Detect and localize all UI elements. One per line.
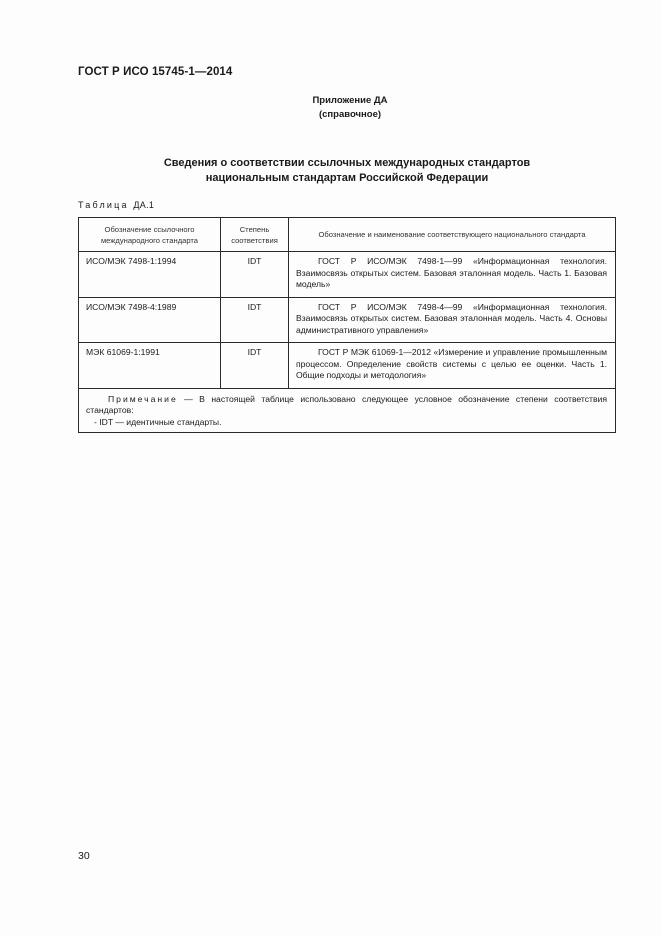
note-list-item: - IDT — идентичные стандарты. [94,416,222,427]
section-title-line-1: Сведения о соответствии ссылочных международных стандартов [163,157,531,169]
table-note-row [79,388,616,433]
section-title-line-2: национальным стандартам Российской Федерации [205,172,489,184]
table-row [79,343,616,389]
appendix-subtitle: (справочное) [318,109,382,120]
note-text [86,394,607,417]
header-reference-standard: Обозначение ссылочного международного стандарта [79,218,221,252]
table-caption-word: Таблица [78,200,129,210]
cell-national: ГОСТ Р ИСО/МЭК 7498-4—99 «Информационная технология. Взаимосвязь открытых систем. Базовая эталонная модель. Часть 4. Основы административного управления» [289,297,616,343]
table-header-row [79,218,616,252]
header-national-standard: Обозначение и наименование соответствующего национального стандарта [289,218,616,252]
cell-national: ГОСТ Р МЭК 61069-1—2012 «Измерение и управление промышленным процессом. Определение свойств системы с целью ее оценки. Часть 1. Общие подходы и методология» [289,343,616,389]
appendix-title: Приложение ДА [312,95,388,106]
table-row [79,252,616,298]
document-code: ГОСТ Р ИСО 15745-1—2014 [78,66,233,78]
cell-degree: IDT [221,297,289,343]
table-caption [78,200,154,210]
page-number: 30 [78,850,90,862]
note-body: — В настоящей таблице использовано следующее условное обозначение степени соответствия стандартов: [86,393,607,415]
cell-national: ГОСТ Р ИСО/МЭК 7498-1—99 «Информационная технология. Взаимосвязь открытых систем. Базовая эталонная модель. Часть 1. Базовая модель» [289,252,616,298]
table-caption-number: ДА.1 [133,200,155,210]
cell-reference: ИСО/МЭК 7498-4:1989 [79,297,221,343]
note-label: Примечание [108,393,178,404]
table-note [79,388,616,433]
cell-degree: IDT [221,252,289,298]
header-degree: Степень соответствия [221,218,289,252]
correspondence-table [78,217,616,433]
cell-reference: ИСО/МЭК 7498-1:1994 [79,252,221,298]
table-row [79,297,616,343]
cell-degree: IDT [221,343,289,389]
cell-reference: МЭК 61069-1:1991 [79,343,221,389]
